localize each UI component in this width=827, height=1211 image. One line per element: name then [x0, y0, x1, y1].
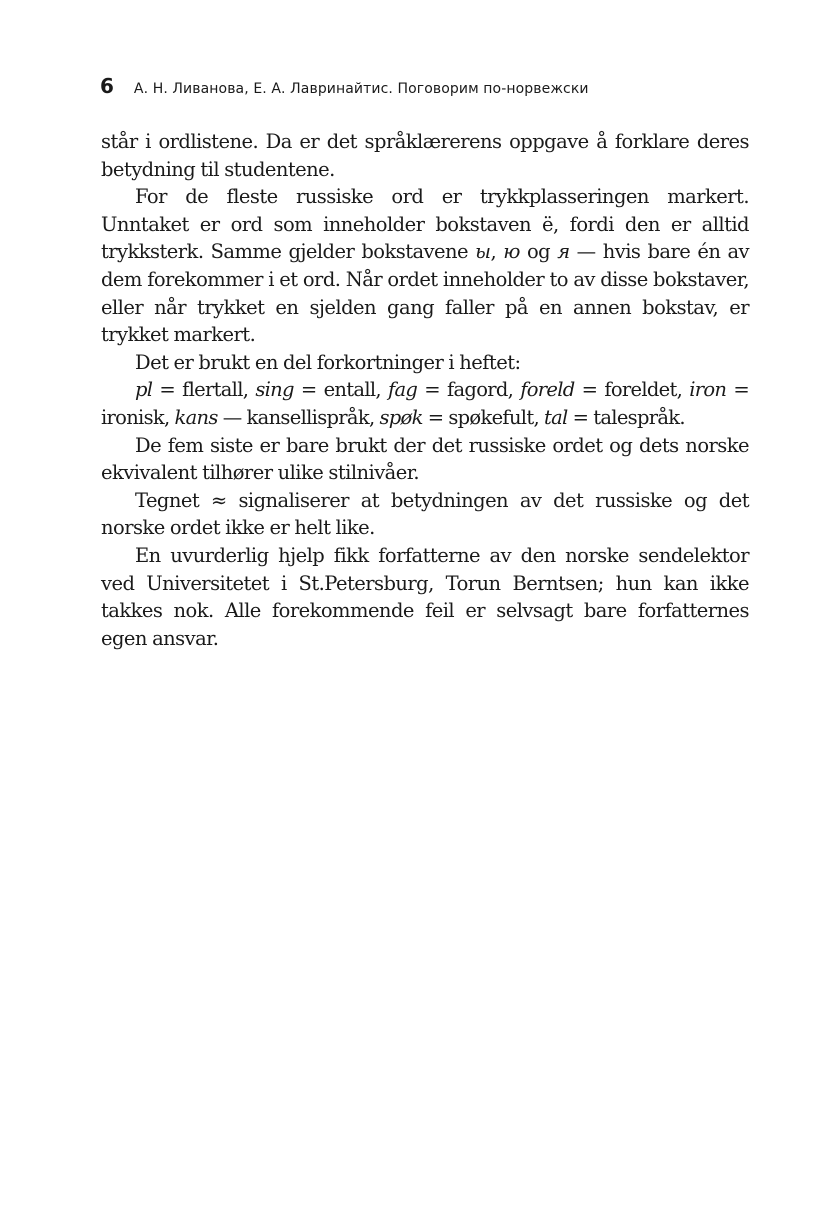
abbreviation: iron — [689, 378, 727, 402]
abbreviation-definition: = ironisk, — [101, 378, 750, 429]
abbreviation: kans — [174, 405, 218, 429]
abbreviation-definition: — kansellispråk, — [217, 405, 380, 429]
paragraph-text: — hvis bare én av dem forekommer i et ord. Når ordet inneholder to av disse bokstaver, eller når trykket en sjelden gang faller på en annen bokstav, er trykket markert. — [101, 240, 749, 347]
abbreviation: foreld — [520, 378, 575, 402]
abbreviation-definition: = foreldet, — [574, 378, 690, 402]
abbreviation-definition: = fagord, — [417, 378, 521, 402]
paragraph-text: og — [519, 240, 558, 264]
body-text — [101, 128, 749, 652]
paragraph-abbreviations-intro: Det er brukt en del forkortninger i heftet: — [135, 350, 521, 374]
running-title: А. Н. Ливанова, Е. А. Лавринайтис. Поговорим по-норвежски — [133, 81, 589, 97]
paragraph-approx-sign: Tegnet ≈ signaliserer at betydningen av det russiske og det norske ordet ikke er helt like. — [101, 488, 749, 540]
abbreviation: pl — [135, 378, 153, 402]
paragraph-acknowledgements: En uvurderlig hjelp fikk forfatterne av den norske sendelektor ved Universitetet i St.Petersburg, Torun Berntsen; hun kan ikke takkes nok. Alle forekommende feil er selvsagt bare forfatternes egen ansvar. — [101, 543, 749, 650]
abbreviation: sing — [255, 378, 294, 402]
abbreviation-definition: = talespråk. — [567, 405, 685, 429]
paragraph-continuation: står i ordlistene. Da er det språklærerens oppgave å forklare deres betydning til studentene. — [101, 130, 749, 181]
cyrillic-letter: ю — [503, 240, 520, 264]
abbreviation: spøk — [379, 405, 423, 429]
abbreviation: fag — [387, 378, 418, 402]
abbreviation-definition: = flertall, — [152, 378, 256, 402]
paragraph-stress-marking — [101, 183, 749, 349]
abbreviation-definition: = entall, — [293, 378, 388, 402]
cyrillic-letter: я — [557, 240, 570, 264]
page-number: 6 — [100, 74, 114, 98]
paragraph-text: For de fleste russiske ord er trykkplasseringen markert. Unntaket er ord som inneholder bokstaven ë, fordi den er alltid trykksterk. Samme gjelder bokstavene — [101, 185, 749, 264]
page-header — [100, 74, 589, 98]
paragraph-text: , — [490, 240, 504, 264]
paragraph-style-levels: De fem siste er bare brukt der det russiske ordet og dets norske ekvivalent tilhører ulike stilnivåer. — [101, 433, 749, 485]
abbreviation-list — [101, 376, 749, 431]
abbreviation: tal — [543, 405, 568, 429]
cyrillic-letter: ы — [475, 240, 491, 264]
abbreviation-definition: = spøkefult, — [422, 405, 544, 429]
